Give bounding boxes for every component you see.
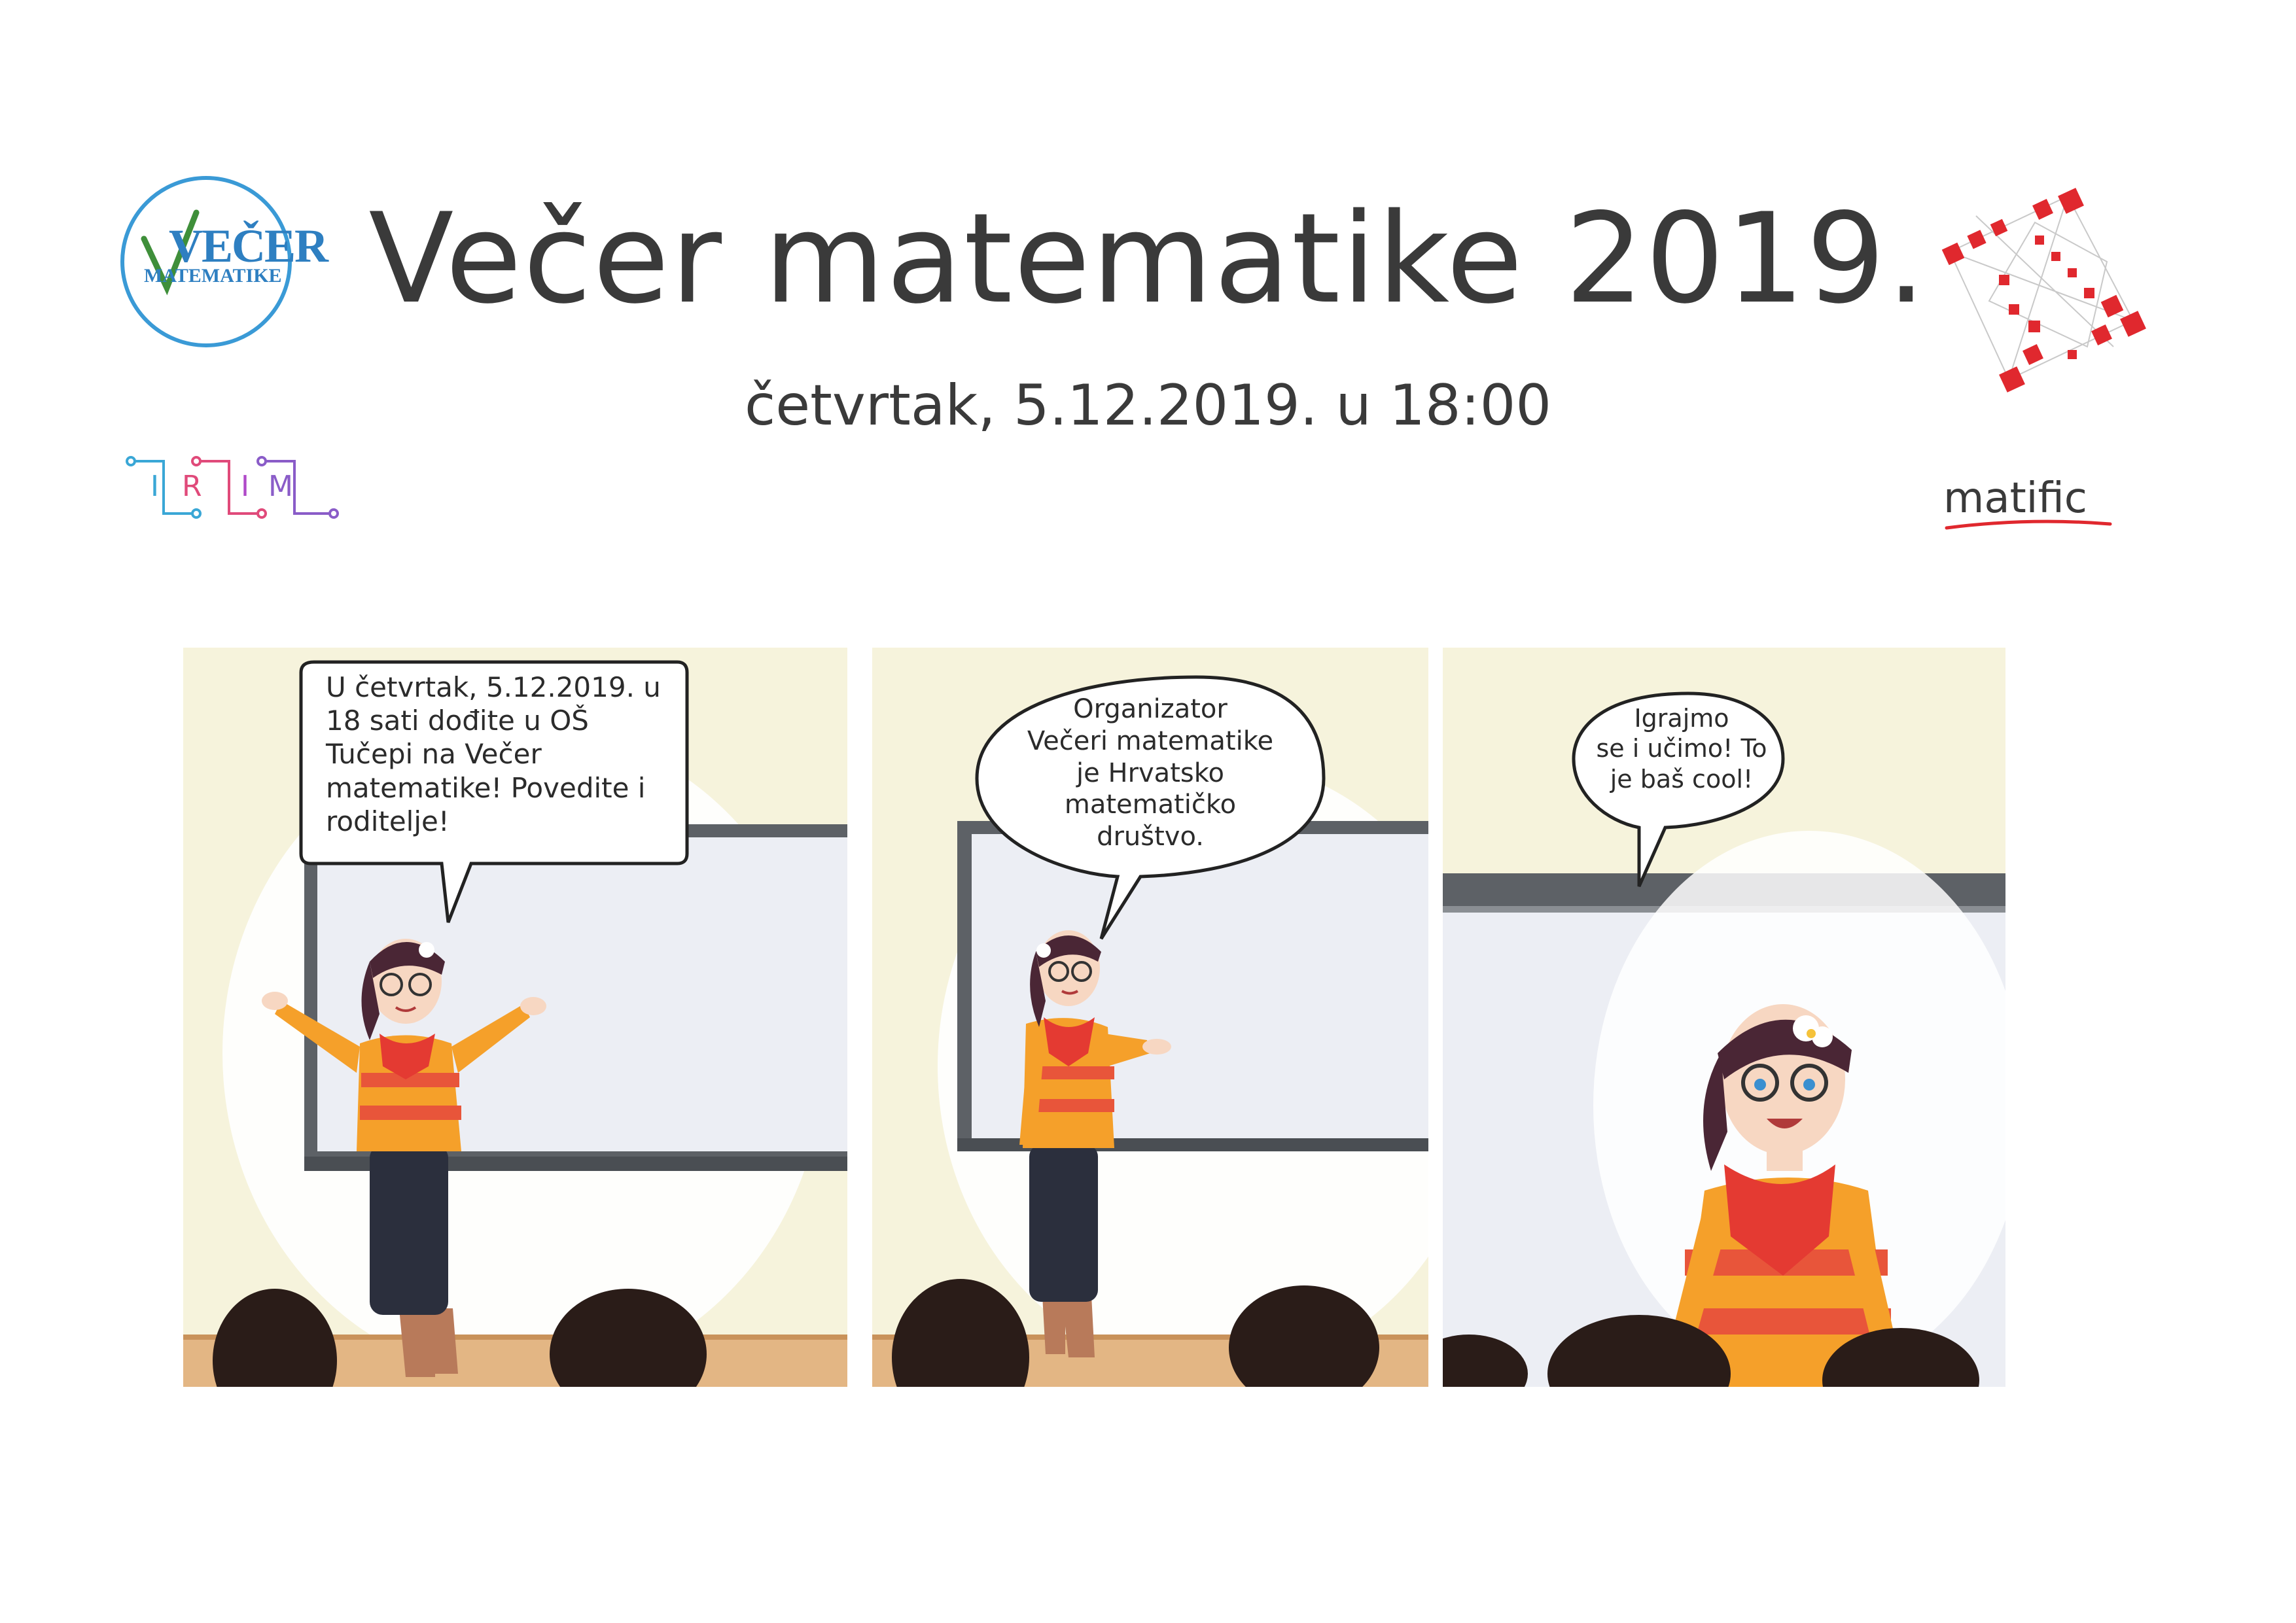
vecer-logo-line1: VEČER [169, 220, 328, 272]
bubble-2-line: društvo. [1097, 822, 1204, 852]
speech-bubble-3 [1583, 703, 1780, 794]
matific-logo [1943, 474, 2113, 540]
bubble-1-line: roditelje! [326, 805, 450, 837]
irim-letter-3: I [241, 470, 249, 503]
bubble-3-line: Igrajmo [1634, 704, 1729, 733]
comic-panel-1 [183, 648, 847, 1387]
speech-bubble-1 [326, 671, 679, 838]
bubble-3-line: se i učimo! To [1596, 734, 1767, 763]
comic-panel-3 [1443, 648, 2005, 1387]
bubble-3-line: je baš cool! [1610, 764, 1754, 794]
irim-logo [124, 451, 340, 523]
bubble-2-line: Večeri matematike [1027, 725, 1274, 756]
bubble-1-line: U četvrtak, 5.12.2019. u [326, 671, 661, 703]
bubble-2-line: Organizator [1073, 694, 1227, 724]
speech-bubble-2 [1003, 693, 1298, 853]
bubble-2-line: je Hrvatsko [1076, 758, 1224, 788]
irim-letter-2: R [182, 470, 202, 503]
bubble-1-line: 18 sati dođite u OŠ [326, 705, 589, 737]
bubble-2-line: matematičko [1064, 790, 1237, 820]
page-title: Večer matematike 2019. [368, 186, 1928, 331]
comic-panel-2 [872, 648, 1428, 1387]
bubble-1-line: matematike! Povedite i [326, 771, 646, 804]
vecer-logo-line2: MATEMATIKE [144, 265, 282, 287]
irim-letter-4: M [268, 470, 293, 503]
irim-letter-1: I [150, 470, 159, 503]
bubble-1-line: Tučepi na Večer [326, 738, 542, 771]
event-date: četvrtak, 5.12.2019. u 18:00 [744, 373, 1552, 438]
matific-logo-text: matific [1943, 474, 2087, 523]
